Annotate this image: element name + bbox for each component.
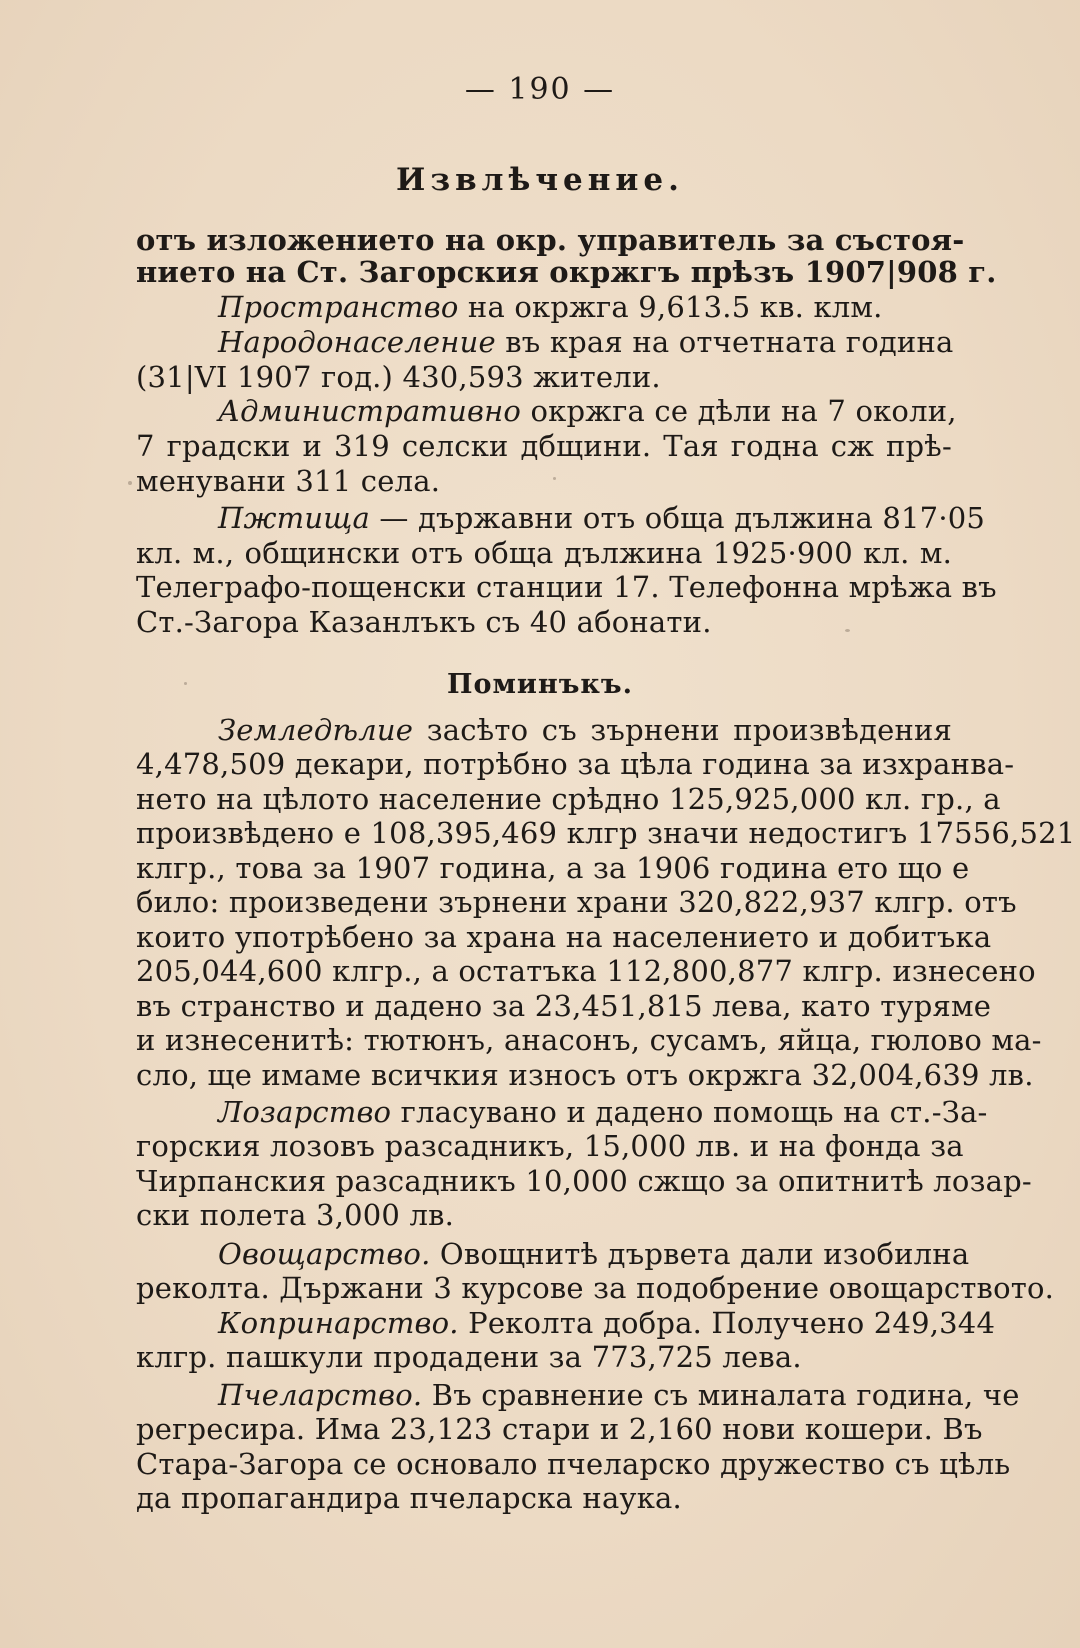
zemledelie-line: сло, ще имаме всичкия износъ отъ окржга 32,004,639 лв. bbox=[136, 1058, 1034, 1092]
lozarstvo-line: горския лозовъ разсадникъ, 15,000 лв. и на фонда за bbox=[136, 1129, 964, 1163]
zemledelie-line: клгр., това за 1907 година, а за 1906 година ето що е bbox=[136, 851, 970, 885]
pchelarstvo-line: регресира. Има 23,123 стари и 2,160 нови кошери. Въ bbox=[136, 1412, 983, 1446]
zemledelie-line: 4,478,509 декари, потрѣбно за цѣла година за изхранва- bbox=[136, 747, 1015, 781]
paragraph-lozarstvo bbox=[218, 1094, 988, 1130]
paragraph-zemledelie bbox=[218, 712, 952, 748]
text-koprinarstvo: Реколта добра. Получено 249,344 bbox=[458, 1306, 996, 1340]
lozarstvo-line: ски полета 3,000 лв. bbox=[136, 1198, 455, 1232]
term-administrativno: Административно bbox=[218, 394, 522, 428]
text-ovoshtarstvo: Овощнитѣ дървета дали изобилна bbox=[430, 1237, 970, 1271]
paragraph-naselenie bbox=[218, 324, 952, 360]
zemledelie-line: било: произведени зърнени храни 320,822,937 клгр. отъ bbox=[136, 885, 1017, 919]
page-number: — 190 — bbox=[464, 72, 616, 107]
text-prostranstvo: на окржга 9,613.5 кв. клм. bbox=[458, 290, 883, 324]
text-lozarstvo: гласувано и дадено помощь на ст.-За- bbox=[391, 1095, 988, 1129]
paper-speck bbox=[845, 629, 850, 632]
ovoshtarstvo-line-2: реколта. Държани 3 курсове за подобрение овощарството. bbox=[136, 1271, 1055, 1305]
term-prostranstvo: Пространство bbox=[218, 290, 459, 324]
page-title: Извлѣчение. bbox=[396, 162, 684, 198]
koprinarstvo-line-2: клгр. пашкули продадени за 773,725 лева. bbox=[136, 1340, 802, 1374]
text-patishta: — държавни отъ обща дължина 817·05 bbox=[369, 501, 986, 535]
zemledelie-line: 205,044,600 клгр., а остатъка 112,800,877 клгр. изнесено bbox=[136, 954, 1036, 988]
zemledelie-line: нето на цѣлото население срѣдно 125,925,000 кл. гр., а bbox=[136, 782, 1001, 816]
lozarstvo-line: Чирпанския разсадникъ 10,000 сжщо за опитнитѣ лозар- bbox=[136, 1164, 1032, 1198]
section-heading-pominak: Поминъкъ. bbox=[446, 669, 634, 700]
pchelarstvo-line: да пропагандира пчеларска наука. bbox=[136, 1481, 682, 1515]
paragraph-patishta bbox=[218, 500, 986, 536]
text-naselenie: въ края на отчетната година bbox=[495, 325, 954, 359]
patishta-line-2: кл. м., общински отъ обща дължина 1925·900 кл. м. bbox=[136, 536, 952, 570]
zemledelie-line: които употрѣбено за храна на населението и добитъка bbox=[136, 920, 992, 954]
paragraph-prostranstvo bbox=[218, 289, 883, 325]
term-zemledelie: Земледѣлие bbox=[218, 713, 414, 747]
administrativno-line-3: менувани 311 села. bbox=[136, 464, 441, 498]
term-pchelarstvo: Пчеларство. bbox=[218, 1378, 423, 1412]
term-ovoshtarstvo: Овощарство. bbox=[218, 1237, 431, 1271]
patishta-line-3: Телеграфо-пощенски станции 17. Телефонна мрѣжа въ bbox=[136, 570, 997, 604]
naselenie-line-2: (31|VI 1907 год.) 430,593 жители. bbox=[136, 360, 661, 394]
zemledelie-line: въ странство и дадено за 23,451,815 лева, като туряме bbox=[136, 989, 992, 1023]
term-naselenie: Народонаселение bbox=[218, 325, 496, 359]
subtitle-line-2: нието на Ст. Загорския окржгъ прѣзъ 1907|908 г. bbox=[136, 255, 997, 289]
paragraph-ovoshtarstvo bbox=[218, 1236, 970, 1272]
pchelarstvo-line: Стара-Загора се основало пчеларско дружество съ цѣль bbox=[136, 1447, 1011, 1481]
term-patishta: Пжтища bbox=[218, 501, 370, 535]
administrativno-line-2: 7 градски и 319 селски дбщини. Тая годна сж прѣ- bbox=[136, 429, 952, 463]
zemledelie-line: произвѣдено е 108,395,469 клгр значи недостигъ 17556,521 bbox=[136, 816, 1076, 850]
zemledelie-line: и изнесенитѣ: тютюнъ, анасонъ, сусамъ, яйца, гюлово ма- bbox=[136, 1023, 1042, 1057]
subtitle-line-1: отъ изложението на окр. управитель за състоя- bbox=[136, 223, 965, 257]
paper-speck bbox=[553, 477, 556, 480]
patishta-line-4: Ст.-Загора Казанлъкъ съ 40 абонати. bbox=[136, 605, 712, 639]
paragraph-pchelarstvo bbox=[218, 1377, 1020, 1413]
term-koprinarstvo: Копринарство. bbox=[218, 1306, 459, 1340]
text-zemledelie: засѣто съ зърнени произвѣдения bbox=[413, 713, 952, 747]
paragraph-administrativno bbox=[218, 393, 957, 429]
text-pchelarstvo: Въ сравнение съ миналата година, че bbox=[422, 1378, 1020, 1412]
term-lozarstvo: Лозарство bbox=[218, 1095, 392, 1129]
paragraph-koprinarstvo bbox=[218, 1305, 996, 1341]
paper-speck bbox=[128, 481, 132, 485]
text-administrativno: окржга се дѣли на 7 околи, bbox=[521, 394, 957, 428]
